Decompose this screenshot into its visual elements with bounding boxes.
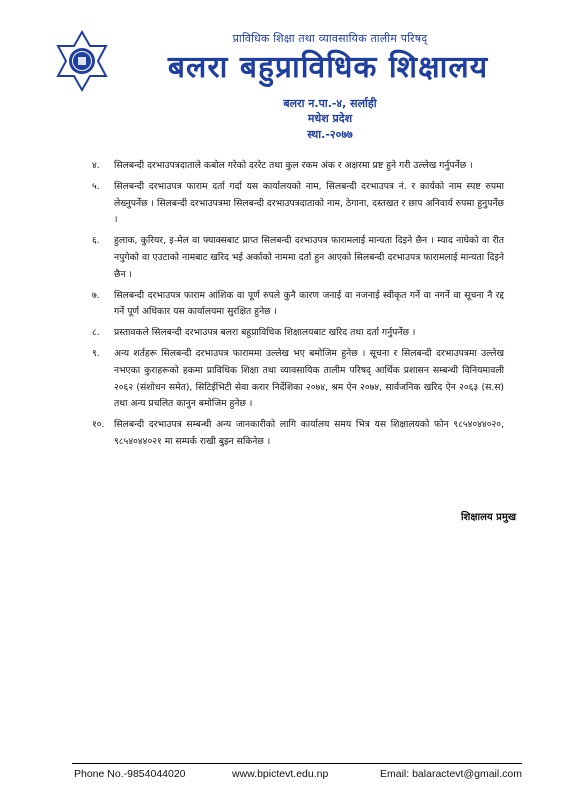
- footer-email[interactable]: Email: balaractevt@gmail.com: [380, 768, 522, 780]
- list-item: [92, 233, 504, 283]
- item-number: ६.: [92, 235, 100, 247]
- list-item: [92, 325, 504, 342]
- item-text: सिलबन्दी दरभाउपत्र फाराम आंशिक वा पूर्ण रुपले कुनै कारण जनाई वा नजनाई स्वीकृत गर्ने वा नगर्ने वा सूचना नै रद्द गर्ने पूर्ण अधिकार यस कार्यालयमा सुरक्षित हुनेछ ।: [114, 289, 504, 318]
- province-line: मधेश प्रदेश: [307, 112, 353, 125]
- item-number: ८.: [92, 327, 100, 339]
- footer-divider: [72, 763, 522, 764]
- list-item: [92, 179, 504, 229]
- item-number: ७.: [92, 289, 100, 301]
- item-text: प्रस्तावकले सिलबन्दी दरभाउपत्र बलरा बहुप्राविधिक शिक्षालयबाट खरिद तथा दर्ता गर्नुपर्नेछ ।: [114, 327, 416, 339]
- college-logo: [52, 30, 112, 94]
- list-item: [92, 346, 504, 413]
- signature-title: शिक्षालय प्रमुख: [460, 512, 516, 523]
- item-number: १०.: [92, 419, 105, 431]
- item-number: ९.: [92, 347, 100, 359]
- college-name: बलरा बहुप्राविधिक शिक्षालय: [167, 50, 489, 85]
- address-line: बलरा न.पा.-४, सर्लाही: [283, 97, 377, 110]
- established-line: स्था.-२०७७: [307, 128, 353, 141]
- terms-list: [92, 158, 504, 455]
- item-text: अन्य शर्तहरू सिलबन्दी दरभाउपत्र फाराममा उल्लेख भए बमोजिम हुनेछ । सूचना र सिलबन्दी दरभाउपत्रमा उल्लेख नभएका कुराहरूको हकमा प्राविधिक शिक्षा तथा व्यावसायिक तालीम परिषद् आर्थिक प्रशासन सम्बन्धी विनियमावली २०६२ (संशोधन समेत), सिटिईभिटी सेवा करार निर्देशिका २०७४, श्रम ऐन २०७४, सार्वजनिक खरिद ऐन २०६३ (स.स) तथा अन्य प्रचलित कानुन बमोजिम हुनेछ ।: [114, 347, 504, 410]
- item-text: सिलबन्दी दरभाउपत्रदाताले कबोल गरेको दररेट तथा कुल रकम अंक र अक्षरमा प्रष्ट हुने गरी उल्लेख गर्नुपर्नेछ ।: [114, 160, 473, 171]
- list-item: [92, 288, 504, 322]
- item-number: ५.: [92, 180, 100, 192]
- footer-website[interactable]: www.bpictevt.edu.np: [232, 768, 329, 780]
- list-item: [92, 417, 504, 451]
- list-item: [92, 158, 504, 175]
- item-text: सिलबन्दी दरभाउपत्र फाराम दर्ता गर्दा यस कार्यालयको नाम, सिलबन्दी दरभाउपत्र नं. र कार्यको नाम स्पष्ट रुपमा लेख्नुपर्नेछ । सिलबन्दी दरभाउपत्रमा सिलबन्दी दरभाउपत्रदाताको नाम, ठेगाना, दस्तखत र छाप अनिवार्य रुपमा हुनुपर्नेछ ।: [114, 180, 504, 226]
- footer-phone: Phone No.-9854044020: [74, 768, 186, 780]
- item-text: सिलबन्दी दरभाउपत्र सम्बन्धी अन्य जानकारीको लागि कार्यालय समय भित्र यस शिक्षालयको फोन ९८५४०४४०२०, ९८५४०४४०२१ मा सम्पर्क राखी बुझ्न सकिनेछ ।: [114, 419, 504, 447]
- item-text: हुलाक, कुरियर, इ-मेल वा फ्याक्सबाट प्राप्त सिलबन्दी दरभाउपत्र फारामलाई मान्यता दिइने छैन । म्याद नाघेको वा रीत नपुगेको वा एउटाको नामबाट खरिद भई अर्काको नाममा दर्ता हुन आएको सिलबन्दी दरभाउपत्र फारामलाई मान्यता दिइने छैन ।: [114, 235, 504, 280]
- council-name: प्राविधिक शिक्षा तथा व्यावसायिक तालीम परिषद्: [232, 32, 428, 45]
- item-number: ४.: [92, 160, 100, 171]
